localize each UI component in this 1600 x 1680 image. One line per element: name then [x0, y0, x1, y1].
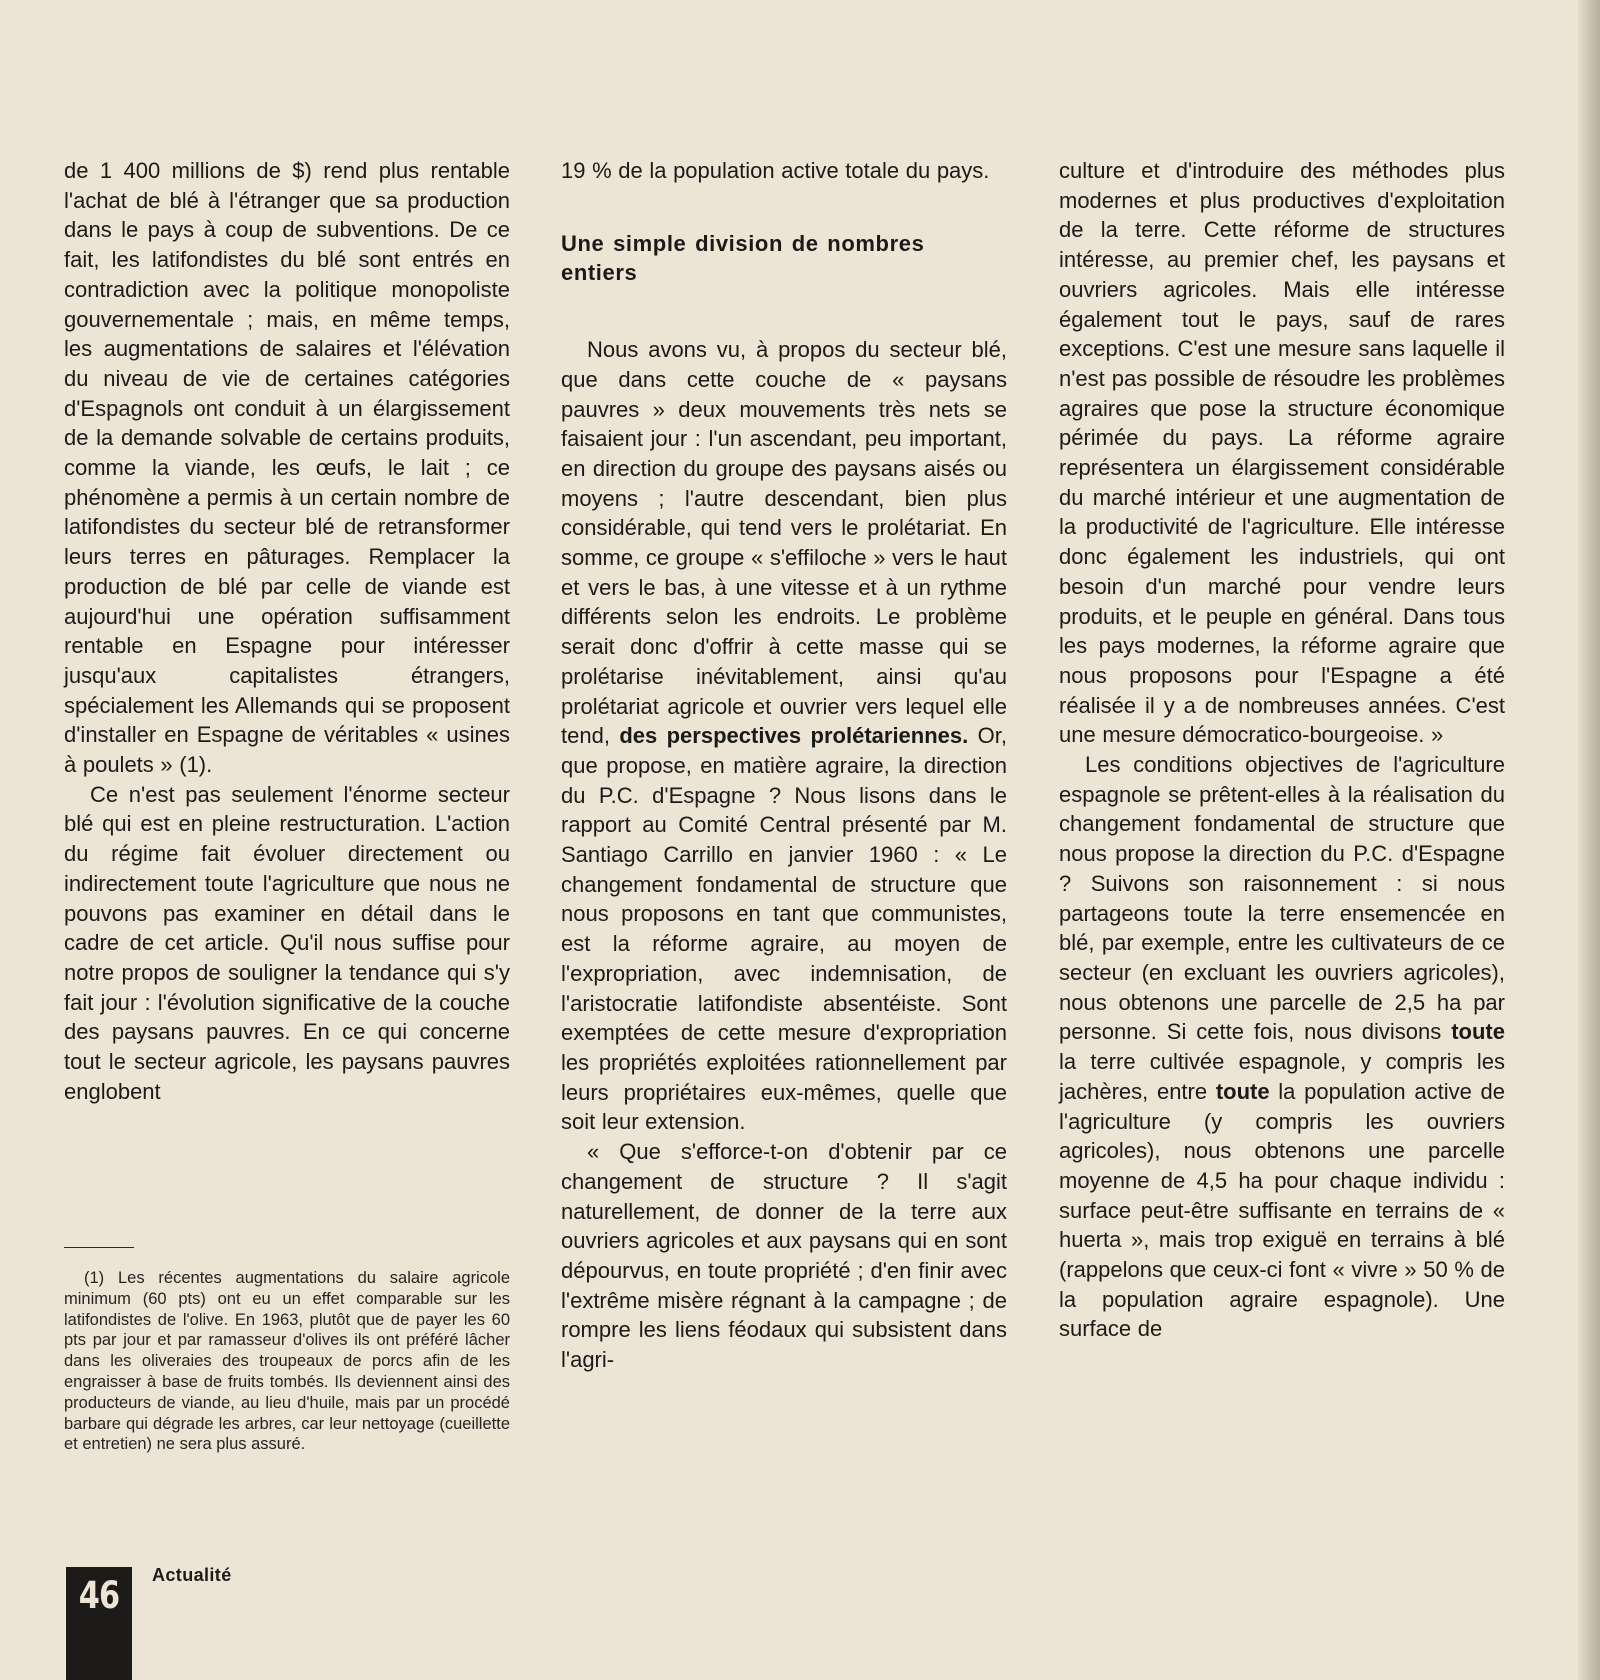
section-label: Actualité — [152, 1565, 232, 1585]
text-column-2 — [561, 156, 1007, 1375]
paragraph: culture et d'introduire des méthodes plus modernes et plus productives d'exploitation de la terre. Cette réforme de structures intéresse, au premier chef, les paysans et ouvriers agricoles. Mais elle intéresse également tout le pays, sauf de rares exceptions. C'est une mesure sans laquelle il n'est pas possible de résoudre les problèmes agraires que pose la structure économique périmée du pays. La réforme agraire représentera un élargissement considérable du marché intérieur et une augmentation de la productivité de l'agriculture. Elle intéresse donc également les industriels, qui ont besoin d'un marché pour vendre leurs produits, et le peuple en général. Dans tous les pays modernes, la réforme agraire que nous proposons pour l'Espagne a été réalisée il y a de nombreuses années. C'est une mesure démocratico-bourgeoise. » — [1059, 158, 1505, 748]
page-edge-shadow — [1578, 0, 1600, 1680]
emphasis-text: toute — [1215, 1078, 1270, 1104]
emphasis-text: toute — [1451, 1019, 1505, 1045]
text-column-3 — [1059, 156, 1505, 1344]
paragraph — [561, 335, 1007, 1137]
emphasis-text: des perspectives prolétariennes. — [619, 723, 969, 749]
paragraph: 19 % de la population active totale du pays. — [561, 158, 990, 183]
paragraph — [1059, 750, 1505, 1344]
paragraph: Ce n'est pas seulement l'énorme secteur blé qui est en pleine restructuration. L'action du régime fait évoluer directement ou indirectement toute l'agriculture que nous ne pouvons pas examiner en détail dans le cadre de cet article. Qu'il nous suffise pour notre propos de souligner la tendance qui s'y fait jour : l'évolution significative de la couche des paysans pauvres. En ce qui concerne tout le secteur agricole, les paysans pauvres englobent — [64, 781, 510, 1104]
text-column-1 — [64, 156, 510, 1107]
page-number: 46 — [78, 1574, 120, 1617]
paragraph-text: Les conditions objectives de l'agriculture espagnole se prêtent-elles à la réalisation du changement fondamental de structure que nous propose la direction du P.C. d'Espagne ? Suivons son raisonnement : si nous partageons toute la terre ensemencée en blé, par exemple, entre les cultivateurs de ce secteur (en excluant les ouvriers agricoles), nous obtenons une parcelle de 2,5 ha par personne. Si cette fois, nous divisons — [1059, 752, 1505, 1045]
paragraph: de 1 400 millions de $) rend plus rentable l'achat de blé à l'étranger que sa production dans le pays à coup de subventions. De ce fait, les latifondistes du blé sont entrés en contradiction avec la politique monopoliste gouvernementale ; mais, en même temps, les augmentations de salaires et l'élévation du niveau de vie de certaines catégories d'Espagnols ont conduit à un élargissement de la demande solvable de certains produits, comme la viande, les œufs, le lait ; ce phénomène a permis à un certain nombre de latifondistes du secteur blé de retransformer leurs terres en pâturages. Remplacer la production de blé par celle de viande est aujourd'hui une opération suffisamment rentable en Espagne pour intéresser jusqu'aux capitalistes étrangers, spécialement les Allemands qui se proposent d'installer en Espagne de véritables « usines à poulets » (1). — [64, 158, 510, 778]
paragraph-text: la terre cultivée espagnole, y compris les jachères, entre — [1059, 1049, 1505, 1104]
paragraph-text: la population active de l'agriculture (y compris les ouvriers agricoles), nous obtenons une parcelle moyenne de 4,5 ha pour chaque individu : surface peut-être suffisante en terrains de « huerta », mais trop exiguë en terrains à blé (rappelons que ceux-ci font « vivre » 50 % de la population agraire espagnole). Une surface de — [1059, 1078, 1505, 1342]
paragraph: « Que s'efforce-t-on d'obtenir par ce changement de structure ? Il s'agit naturellement, de donner de la terre aux ouvriers agricoles et aux paysans qui en sont dépourvus, en toute propriété ; d'en finir avec l'extrême misère régnant à la campagne ; de rompre les liens féodaux qui subsistent dans l'agri- — [561, 1139, 1007, 1373]
paragraph-text: Or, que propose, en matière agraire, la direction du P.C. d'Espagne ? Nous lisons dans le rapport au Comité Central présenté par M. Santiago Carrillo en janvier 1960 : « Le changement fondamental de structure que nous proposons en tant que communistes, est la réforme agraire, au moyen de l'expropriation, avec indemnisation, de l'aristocratie latifondiste absentéiste. Sont exemptées de cette mesure d'expropriation les propriétés exploitées rationnellement par leurs propriétaires eux-mêmes, quelle que soit leur extension. — [561, 723, 1007, 1135]
footnote-divider — [64, 1247, 134, 1248]
section-heading: Une simple division de nombres entiers — [561, 230, 925, 286]
footnote: (1) Les récentes augmentations du salaire agricole minimum (60 pts) ont eu un effet comparable sur les latifondistes de l'olive. En 1963, plutôt que de payer les 60 pts par jour et par ramasseur d'olives ils ont préféré lâcher dans les oliveraies des troupeaux de porcs afin de les engraisser à base de fruits tombés. Ils deviennent ainsi des producteurs de viande, au lieu d'huile, mais par un procédé barbare qui dégrade les arbres, car leur nettoyage (cueillette et entretien) ne sera plus assuré. — [64, 1269, 510, 1454]
paragraph-text: Nous avons vu, à propos du secteur blé, que dans cette couche de « paysans pauvres » deux mouvements très nets se faisaient jour : l'un ascendant, peu important, en direction du groupe des paysans aisés ou moyens ; l'autre descendant, bien plus considérable, qui tend vers le prolétariat. En somme, ce groupe « s'effiloche » vers le haut et vers le bas, à une vitesse et à un rythme différents selon les endroits. Le problème serait donc d'offrir à cette masse qui se prolétarise inévitablement, ainsi qu'au prolétariat agricole et ouvrier vers lequel elle tend, — [561, 337, 1007, 749]
